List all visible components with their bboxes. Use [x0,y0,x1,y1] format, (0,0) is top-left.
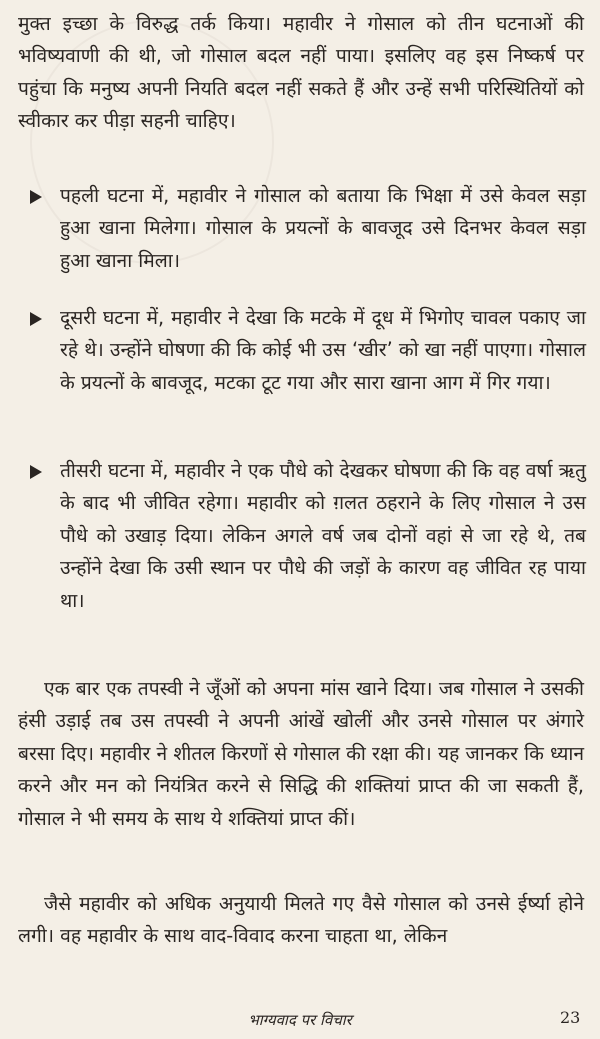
bullet-item-second-event [30,302,586,399]
bullet-text: पहली घटना में, महावीर ने गोसाल को बताया कि भिक्षा में उसे केवल सड़ा हुआ खाना मिलेगा। गोसाल के प्रयत्नों के बावजूद उसे दिनभर केवल सड़ा हुआ खाना मिला। [60,184,586,272]
triangle-bullet-icon [30,465,42,479]
page-number: 23 [560,1008,581,1027]
triangle-bullet-icon [30,312,42,326]
paragraph-ascetic: एक बार एक तपस्वी ने जूँओं को अपना मांस खाने दिया। जब गोसाल ने उसकी हंसी उड़ाई तब उस तपस्वी ने अपनी आंखें खोलीं और उनसे गोसाल पर अंगारे बरसा दिए। महावीर ने शीतल किरणों से गोसाल की रक्षा की। यह जानकर कि ध्यान करने और मन को नियंत्रित करने से सिद्धि की शक्तियां प्राप्त की जा सकती हैं, गोसाल ने भी समय के साथ ये शक्तियां प्राप्त कीं। [18,677,584,830]
bullet-text: तीसरी घटना में, महावीर ने एक पौधे को देखकर घोषणा की कि वह वर्षा ऋतु के बाद भी जीवित रहेगा। महावीर को ग़लत ठहराने के लिए गोसाल ने उस पौधे को उखाड़ दिया। लेकिन अगले वर्ष जब दोनों वहां से जा रहे थे, तब उन्होंने देखा कि उसी स्थान पर पौधे की जड़ों के कारण वह जीवित रह पाया था। [60,459,586,612]
bullet-item-third-event [30,455,586,617]
bullet-item-first-event [30,180,586,277]
triangle-bullet-icon [30,190,42,204]
running-footer-title: भाग्यवाद पर विचार [248,1011,352,1029]
paragraph-intro: मुक्त इच्छा के विरुद्ध तर्क किया। महावीर ने गोसाल को तीन घटनाओं की भविष्यवाणी की थी, जो गोसाल बदल नहीं पाया। इसलिए वह इस निष्कर्ष पर पहुंचा कि मनुष्य अपनी नियति बदल नहीं सकते हैं और उन्हें सभी परिस्थितियों को स्वीकार कर पीड़ा सहनी चाहिए। [18,12,584,133]
bullet-text: दूसरी घटना में, महावीर ने देखा कि मटके में दूध में भिगोए चावल पकाए जा रहे थे। उन्होंने घोषणा की कि कोई भी उस ‘खीर’ को खा नहीं पाएगा। गोसाल के प्रयत्नों के बावजूद, मटका टूट गया और सारा खाना आग में गिर गया। [60,306,586,394]
paragraph-jealousy: जैसे महावीर को अधिक अनुयायी मिलते गए वैसे गोसाल को उनसे ईर्ष्या होने लगी। वह महावीर के साथ वाद-विवाद करना चाहता था, लेकिन [18,892,584,948]
